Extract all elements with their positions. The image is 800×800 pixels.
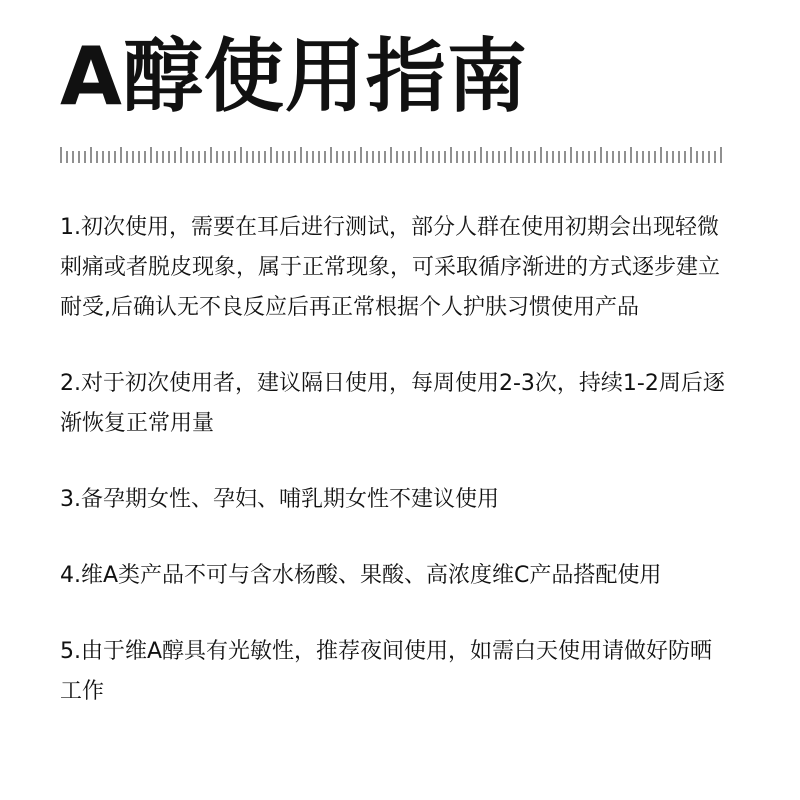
guide-item-5: 5.由于维A醇具有光敏性，推荐夜间使用，如需白天使用请做好防晒工作: [60, 639, 713, 704]
guide-item-2: 2.对于初次使用者，建议隔日使用，每周使用2-3次，持续1-2周后逐渐恢复正常用量: [60, 371, 725, 436]
page-title: A醇使用指南: [60, 30, 528, 123]
guide-item-1: 1.初次使用，需要在耳后进行测试，部分人群在使用初期会出现轻微刺痛或者脱皮现象，属于正常现象，可采取循序渐进的方式逐步建立耐受,后确认无不良反应后再正常根据个人护肤习惯使用产品: [60, 215, 721, 320]
guide-item-3: 3.备孕期女性、孕妇、哺乳期女性不建议使用: [60, 487, 499, 512]
guide-item-4: 4.维A类产品不可与含水杨酸、果酸、高浓度维C产品搭配使用: [60, 563, 662, 588]
guide-list: [60, 208, 730, 712]
ruler-divider: [60, 145, 724, 165]
